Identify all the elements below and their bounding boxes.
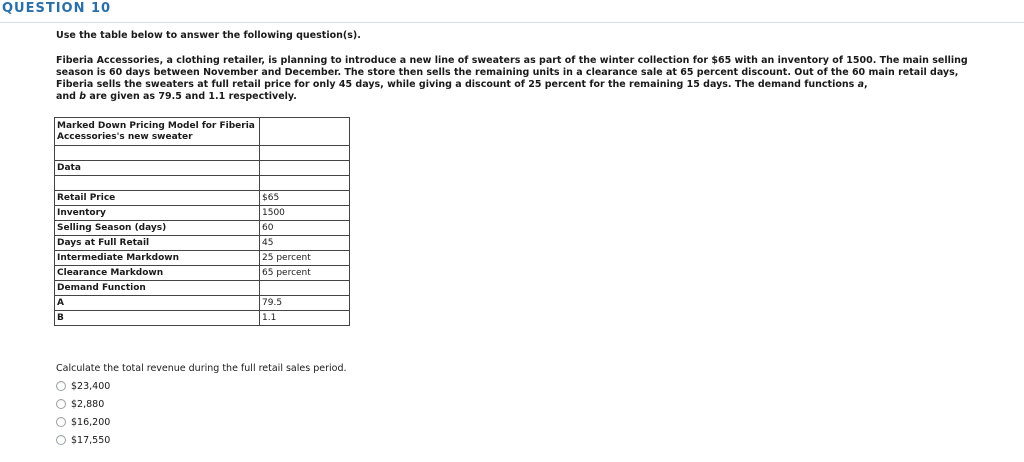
row-label: Clearance Markdown (55, 266, 260, 281)
row-value: 79.5 (260, 296, 350, 311)
table-row (55, 191, 350, 206)
table-title-row (55, 118, 350, 146)
table-row (55, 296, 350, 311)
row-label: Selling Season (days) (55, 221, 260, 236)
variable-a: a (857, 79, 865, 90)
option-label: $17,550 (71, 434, 111, 446)
scenario-and: and (56, 91, 80, 102)
table-title-value-cell (260, 118, 350, 146)
variable-b: b (79, 91, 87, 102)
row-label: B (55, 311, 260, 326)
row-label: Intermediate Markdown (55, 251, 260, 266)
row-value: 60 (260, 221, 350, 236)
row-value: 1.1 (260, 311, 350, 326)
table-row (55, 236, 350, 251)
table-demand-header-row (55, 281, 350, 296)
table-data-header-row (55, 161, 350, 176)
table-row (55, 266, 350, 281)
table-row (55, 221, 350, 236)
question-prompt: Calculate the total revenue during the full retail sales period. (56, 363, 347, 374)
row-value: 65 percent (260, 266, 350, 281)
radio-button[interactable] (56, 399, 66, 409)
table-row (55, 206, 350, 221)
row-value: $65 (260, 191, 350, 206)
radio-button[interactable] (56, 435, 66, 445)
row-label: Inventory (55, 206, 260, 221)
table-row (55, 311, 350, 326)
answer-option[interactable] (56, 395, 110, 413)
row-label: A (55, 296, 260, 311)
table-spacer-row (55, 176, 350, 191)
row-value: 25 percent (260, 251, 350, 266)
row-value: 45 (260, 236, 350, 251)
answer-option[interactable] (56, 413, 110, 431)
scenario-text-part2: , (864, 79, 868, 90)
scenario-paragraph (56, 55, 981, 103)
table-row (55, 251, 350, 266)
table-data-header: Data (55, 161, 260, 176)
option-label: $2,880 (71, 398, 105, 410)
pricing-model-table (54, 117, 350, 326)
radio-button[interactable] (56, 417, 66, 427)
answer-option[interactable] (56, 431, 110, 449)
instruction-text: Use the table below to answer the following question(s). (56, 30, 361, 41)
table-title: Marked Down Pricing Model for Fiberia Accessories's new sweater (55, 118, 260, 146)
option-label: $16,200 (71, 416, 111, 428)
radio-button[interactable] (56, 381, 66, 391)
answer-options (56, 377, 110, 449)
table-spacer-row (55, 146, 350, 161)
answer-option[interactable] (56, 377, 110, 395)
option-label: $23,400 (71, 380, 111, 392)
row-label: Days at Full Retail (55, 236, 260, 251)
question-header (0, 0, 1024, 23)
scenario-text-part3: are given as 79.5 and 1.1 respectively. (86, 91, 297, 102)
scenario-text-part1: Fiberia Accessories, a clothing retailer, is planning to introduce a new line of sweaters as part of the winter collection for $65 with an inventory of 1500. The main selling season is 60 days between November and December. The store then sells the remaining units in a clearance sale at 65 percent discount. Out of the 60 main retail days, Fiberia sells the sweaters at full retail price for only 45 days, while giving a discount of 25 percent for the remaining 15 days. The demand functions (56, 55, 968, 90)
row-value: 1500 (260, 206, 350, 221)
question-title: QUESTION 10 (2, 1, 112, 16)
demand-function-header: Demand Function (55, 281, 260, 296)
row-label: Retail Price (55, 191, 260, 206)
